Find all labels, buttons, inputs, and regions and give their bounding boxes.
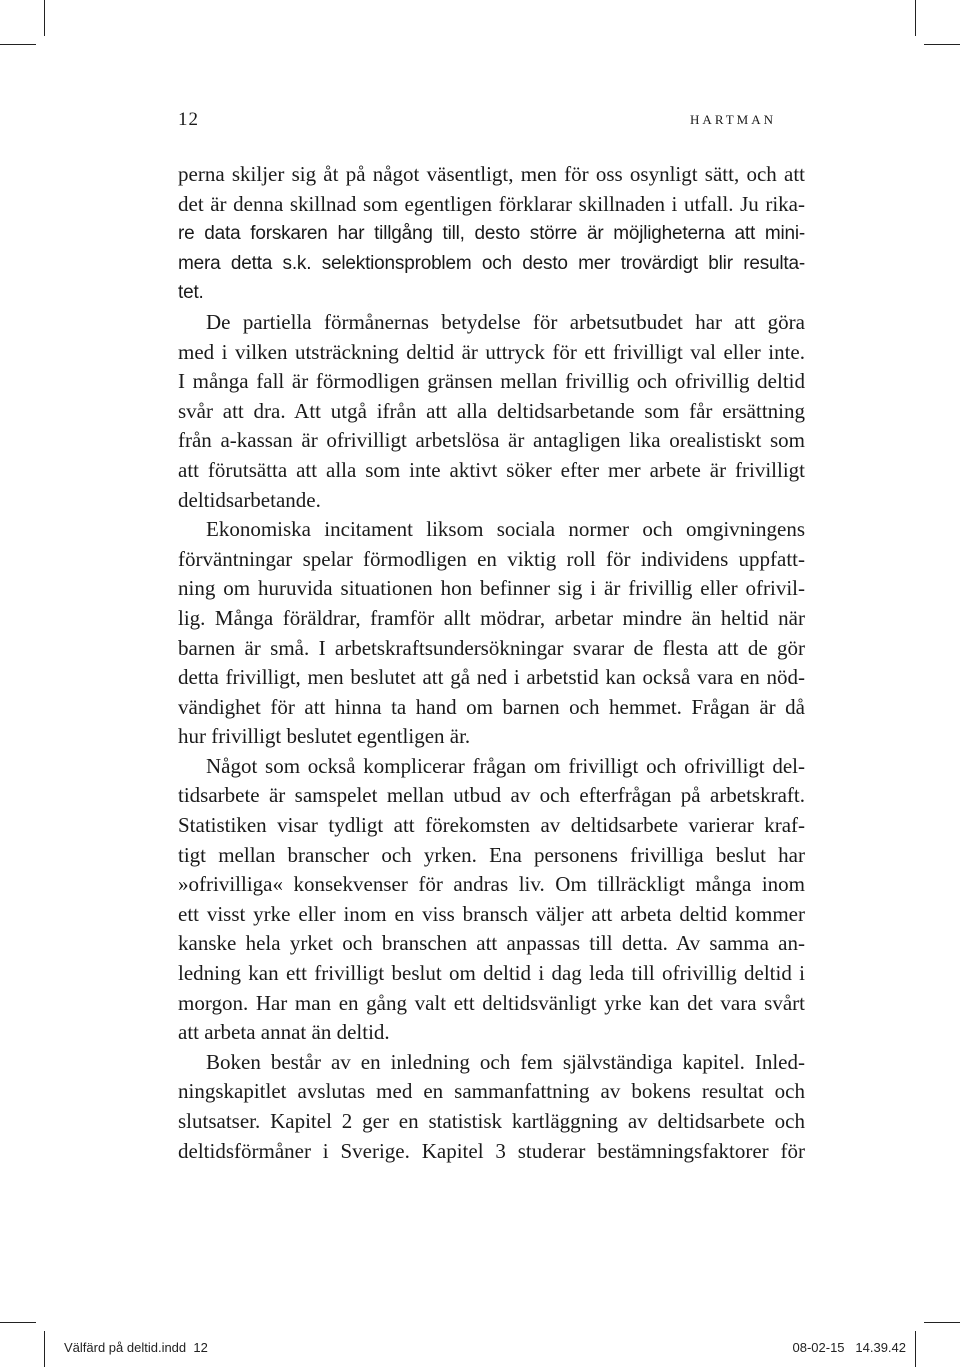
page-number: 12 — [178, 109, 199, 130]
text-line: förväntningar spelar förmodligen en viktig roll för individens uppfatt- — [178, 546, 805, 571]
text-line: I många fall är förmodligen gränsen mellan frivillig och ofrivillig deltid — [178, 369, 805, 394]
slug-date: 08-02-15 — [792, 1340, 845, 1355]
text-line: vändighet för att hinna ta hand om barnen och hemmet. Frågan är då — [178, 694, 805, 719]
text-line: slutsatser. Kapitel 2 ger en statistisk kartläggning av deltidsarbete och — [178, 1109, 805, 1133]
paragraph — [178, 308, 805, 515]
text-line: med i vilken utsträckning deltid är uttryck för ett frivilligt val eller inte. — [178, 339, 805, 364]
text-line: »ofrivilliga« konsekvenser för andras liv. Om tillräckligt många inom — [178, 872, 805, 897]
crop-mark-bottom-right-h — [924, 1322, 960, 1323]
slug-file-page: 12 — [193, 1340, 208, 1355]
text-line: från a-kassan är ofrivilligt arbetslösa är antagligen lika orealistiskt som — [178, 428, 805, 453]
crop-mark-top-right-v — [915, 0, 916, 36]
text-line: deltidsarbetande. — [178, 487, 321, 512]
body-text — [178, 160, 805, 1166]
text-line: Ekonomiska incitament liksom sociala normer och omgivningens — [206, 517, 805, 542]
slug-timestamp — [793, 1340, 907, 1355]
slug-file-name — [64, 1340, 208, 1355]
crop-mark-bottom-left-h — [0, 1322, 36, 1323]
slug-file-name-text: Välfärd på deltid.indd — [64, 1340, 187, 1355]
text-line: Något som också komplicerar frågan om frivilligt och ofrivilligt del- — [206, 753, 805, 778]
text-line: tidsarbete är samspelet mellan utbud av och efterfrågan på arbetskraft. — [178, 783, 805, 808]
text-line: ning om huruvida situationen hon befinner sig i är frivillig eller ofrivil- — [178, 576, 805, 601]
text-line: detta frivilligt, men beslutet att gå ned i arbetstid kan också vara en nöd- — [178, 665, 805, 690]
running-head-author: HARTMAN — [690, 112, 776, 127]
paragraph — [178, 752, 805, 1048]
text-line: De partiella förmånernas betydelse för arbetsutbudet har att göra — [206, 309, 805, 334]
text-line: hur frivilligt beslutet egentligen är. — [178, 724, 471, 749]
text-line: att arbeta annat än deltid. — [178, 1020, 390, 1045]
crop-mark-top-right-h — [924, 44, 960, 45]
paragraph — [178, 160, 805, 308]
text-line: re data forskaren har tillgång till, desto större är möjligheterna att mini- — [178, 223, 805, 245]
text-line: perna skiljer sig åt på något väsentligt, men för oss osynligt sätt, och att — [178, 162, 805, 186]
crop-mark-top-left-v — [44, 0, 45, 36]
paragraph — [178, 515, 805, 752]
text-line: kanske hela yrket och branschen att anpassas till detta. Av samma an- — [178, 931, 805, 956]
text-line: Statistiken visar tydligt att förekomsten av deltidsarbete varierar kraf- — [178, 813, 805, 838]
text-line: morgon. Har man en gång valt ett deltidsvänligt yrke kan det vara svårt — [178, 990, 805, 1015]
text-line: det är denna skillnad som egentligen förklarar skillnaden i utfall. Ju rika- — [178, 191, 805, 216]
text-line: lig. Många föräldrar, framför allt mödrar, arbetar mindre än heltid när — [178, 605, 805, 630]
text-line: mera detta s.k. selektionsproblem och desto mer trovärdigt blir resulta- — [178, 252, 805, 274]
text-line: tet. — [178, 282, 204, 304]
text-line: ningskapitlet avslutas med en sammanfattning av bokens resultat och — [178, 1079, 805, 1104]
text-line: Boken består av en inledning och fem självständiga kapitel. Inled- — [206, 1049, 805, 1074]
crop-mark-bottom-right-v — [915, 1331, 916, 1367]
text-line: att förutsätta att alla som inte aktivt söker efter mer arbete är frivilligt — [178, 457, 805, 482]
text-line: svår att dra. Att utgå ifrån att alla deltidsarbetande som får ersättning — [178, 398, 805, 423]
text-line: tigt mellan branscher och yrken. Ena personens frivilliga beslut har — [178, 842, 805, 867]
text-line: deltidsförmåner i Sverige. Kapitel 3 studerar bestämningsfaktorer för — [178, 1138, 805, 1163]
crop-mark-top-left-h — [0, 44, 36, 45]
text-line: ledning kan ett frivilligt beslut om deltid i dag leda till ofrivillig deltid i — [178, 961, 805, 986]
paragraph — [178, 1048, 805, 1166]
crop-mark-bottom-left-v — [44, 1331, 45, 1367]
text-line: ett visst yrke eller inom en viss bransch väljer att arbeta deltid kommer — [178, 901, 805, 926]
text-line: barnen är små. I arbetskraftsundersökningar svarar de flesta att de gör — [178, 635, 805, 660]
slug-time: 14.39.42 — [855, 1340, 906, 1355]
